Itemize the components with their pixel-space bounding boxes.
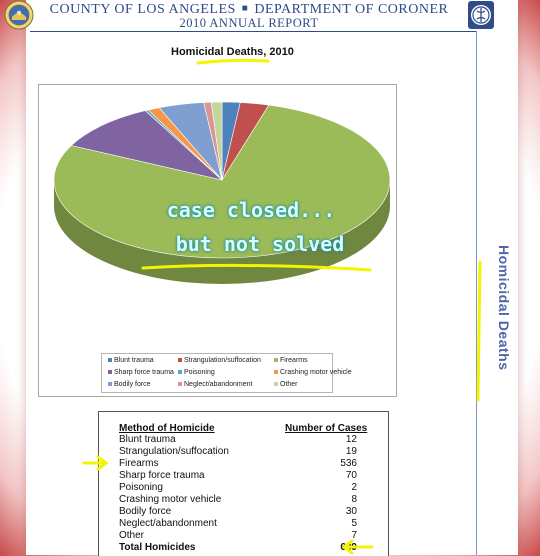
chart-title: Homicidal Deaths, 2010	[171, 46, 294, 58]
department-name: DEPARTMENT OF CORONER	[254, 2, 449, 17]
legend-swatch	[178, 382, 182, 386]
legend-label: Poisoning	[184, 369, 215, 376]
legend-label: Strangulation/suffocation	[184, 357, 261, 364]
table-row	[99, 530, 388, 542]
legend-item-blunt	[108, 357, 154, 365]
table-total-row	[99, 542, 388, 554]
table-row	[99, 506, 388, 518]
row-method: Bodily force	[119, 506, 172, 517]
row-method: Poisoning	[119, 482, 163, 493]
table-row	[99, 494, 388, 506]
legend-item-firearms	[274, 357, 308, 365]
legend-swatch	[274, 382, 278, 386]
row-method: Strangulation/suffocation	[119, 446, 229, 457]
legend-swatch	[108, 382, 112, 386]
row-method: Neglect/abandonment	[119, 518, 217, 529]
row-cases: 536	[340, 458, 357, 469]
legend-label: Neglect/abandonment	[184, 381, 253, 388]
row-cases: 70	[345, 470, 357, 481]
table-row	[99, 458, 388, 470]
legend-item-neglect	[178, 381, 253, 389]
row-cases: 30	[345, 506, 357, 517]
row-cases: 7	[351, 530, 357, 541]
legend-item-sharp	[108, 369, 174, 377]
table-row	[99, 482, 388, 494]
legend-item-bodily	[108, 381, 151, 389]
legend-label: Sharp force trauma	[114, 369, 174, 376]
homicide-table	[98, 411, 389, 556]
coroner-badge-icon	[466, 0, 496, 30]
row-method: Crashing motor vehicle	[119, 494, 222, 505]
row-cases: 19	[345, 446, 357, 457]
col-header-method: Method of Homicide	[119, 423, 215, 434]
side-rule	[476, 31, 477, 555]
legend-item-poisoning	[178, 369, 215, 377]
col-header-cases: Number of Cases	[285, 423, 368, 434]
row-cases: 12	[345, 434, 357, 445]
chart-legend	[101, 353, 352, 393]
legend-item-strangulation	[178, 357, 261, 365]
legend-item-other	[274, 381, 298, 389]
legend-swatch	[178, 358, 182, 362]
row-method: Other	[119, 530, 145, 541]
legend-swatch	[108, 358, 112, 362]
legend-swatch	[108, 370, 112, 374]
header-separator: ■	[241, 3, 249, 14]
table-row	[99, 434, 388, 446]
row-cases: 5	[351, 518, 357, 529]
county-seal-icon	[4, 0, 34, 30]
header-rule	[30, 31, 476, 32]
overlay-line-1: case closed...	[166, 198, 336, 222]
table-row	[99, 446, 388, 458]
row-cases: 2	[351, 482, 357, 493]
legend-label: Firearms	[280, 357, 308, 364]
row-method: Total Homicides	[119, 542, 196, 553]
side-section-title: Homicidal Deaths	[496, 245, 512, 371]
row-method: Blunt trauma	[119, 434, 176, 445]
report-year: 2010 ANNUAL REPORT	[179, 16, 319, 30]
row-method: Sharp force trauma	[119, 470, 205, 481]
handwritten-overlay	[140, 193, 380, 261]
report-header	[34, 0, 464, 30]
row-cases: 8	[351, 494, 357, 505]
overlay-line-2: but not solved	[175, 232, 345, 256]
legend-item-crashing	[274, 369, 352, 377]
legend-label: Crashing motor vehicle	[280, 369, 352, 376]
table-row	[99, 470, 388, 482]
row-cases: 689	[340, 542, 357, 553]
legend-swatch	[274, 358, 278, 362]
legend-label: Bodily force	[114, 381, 151, 388]
legend-label: Other	[280, 381, 298, 388]
row-method: Firearms	[119, 458, 159, 469]
table-row	[99, 518, 388, 530]
county-name: COUNTY OF LOS ANGELES	[49, 2, 236, 17]
legend-swatch	[178, 370, 182, 374]
legend-label: Blunt trauma	[114, 357, 154, 364]
legend-swatch	[274, 370, 278, 374]
